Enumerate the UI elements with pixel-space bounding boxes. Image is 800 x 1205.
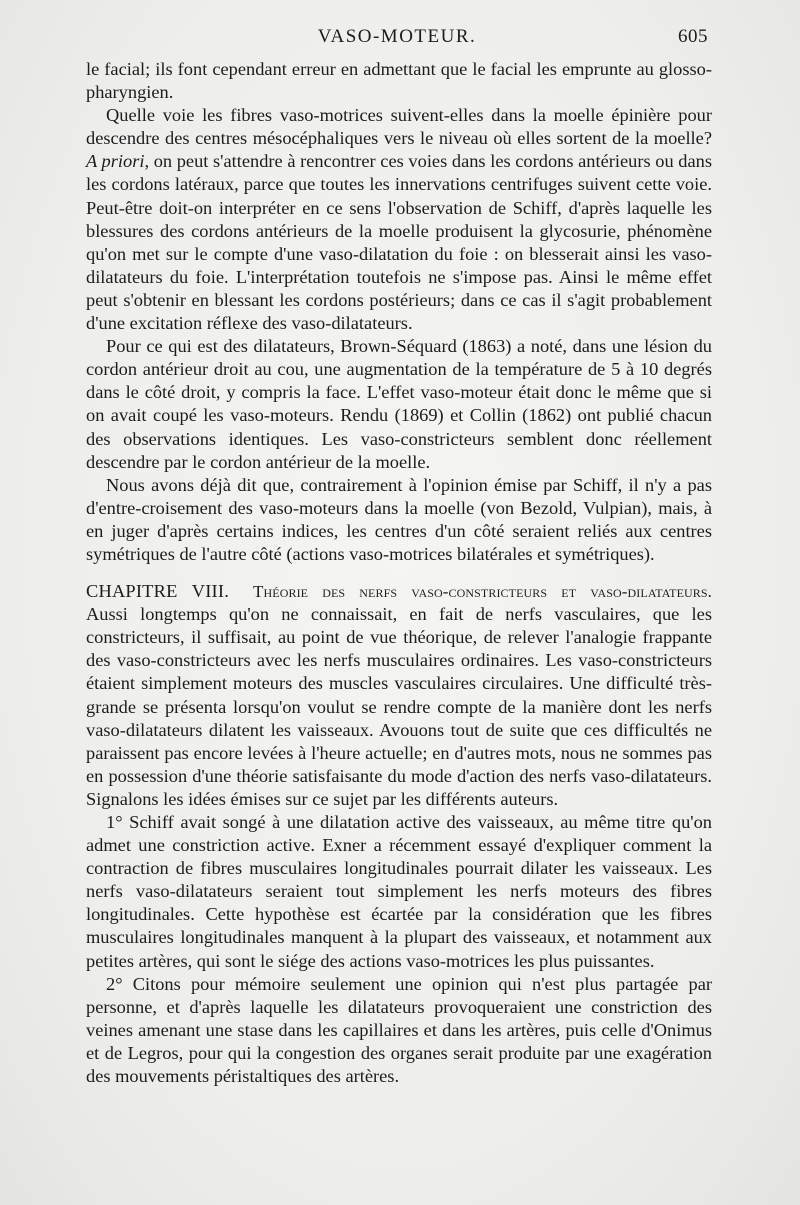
paragraph-chapter-intro: Aussi longtemps qu'on ne connaissait, en fait de nerfs vasculaires, que les constricteurs, il suffisait, au point de vue théorique, de relever l'analogie frappante des vaso-constricteurs avec les nerfs musculaires ordinaires. Les vaso-constricteurs étaient simplement moteurs des muscles vasculaires circulaires. Une difficulté très-grande se présenta lorsqu'on voulut se rendre compte de la manière dont les nerfs vaso-dilatateurs dilatent les vaisseaux. Avouons tout de suite que ces difficultés ne paraissent pas encore levées à l'heure actuelle; en d'autres mots, nous ne sommes pas en possession d'une théorie satisfaisante du mode d'action des nerfs vaso-dilatateurs. Signalons les idées émises sur ce sujet par les différents auteurs. bbox=[86, 604, 712, 809]
paragraph-spinal-pathways: Quelle voie les fibres vaso-motrices suivent-elles dans la moelle épinière pour descendre des centres mésocéphaliques vers le niveau où elles sortent de la moelle? A priori, on peut s'attendre à rencontrer ces voies dans les cordons antérieurs ou dans les cordons latéraux, parce que toutes les innervations centrifuges suivent cette voie. Peut-être doit-on interpréter en ce sens l'observation de Schiff, d'après laquelle les blessures des cordons antérieurs de la moelle produisent la glycosurie, phénomène qu'on met sur le compte d'une vaso-dilatation du foie : on blesserait ainsi les vaso-dilatateurs du foie. L'interprétation toutefois ne s'impose pas. Ainsi le même effet peut s'obtenir en blessant les cordons postérieurs; dans ce cas il s'agit probablement d'une excitation réflexe des vaso-dilatateurs. bbox=[86, 105, 712, 334]
paragraph-dilatators: Pour ce qui est des dilatateurs, Brown-Séquard (1863) a noté, dans une lésion du cordon antérieur droit au cou, une augmentation de la température de 5 à 10 degrés dans le côté droit, y compris la face. L'effet vaso-moteur était donc le même que si on avait coupé les vaso-moteurs. Rendu (1869) et Collin (1862) ont publié chacun des observations identiques. Les vaso-constricteurs semblent donc réellement descendre par le cordon antérieur de la moelle. bbox=[86, 336, 712, 472]
paragraph-crossing: Nous avons déjà dit que, contrairement à l'opinion émise par Schiff, il n'y a pas d'entre-croisement des vaso-moteurs dans la moelle (von Bezold, Vulpian), mais, à en juger d'après certains indices, les centres d'un côté seraient reliés aux centres symétriques de l'autre côté (actions vaso-motrices bilatérales et symétriques). bbox=[86, 474, 712, 564]
chapter-heading bbox=[86, 580, 712, 603]
paragraph-continued: le facial; ils font cependant erreur en admettant que le facial les emprunte au glosso-pharyngien. bbox=[86, 59, 712, 103]
running-title: VASO-MOTEUR. bbox=[317, 26, 477, 47]
paragraph-theory-2: 2° Citons pour mémoire seulement une opinion qui n'est plus partagée par personne, et d'après laquelle les dilatateurs provoqueraient une constriction des veines amenant une stase dans les capillaires et dans les artères, puis celle d'Onimus et de Legros, pour qui la congestion des organes serait produite par une exagération des mouvements péristaltiques des artères. bbox=[86, 973, 712, 1087]
page-number: 605 bbox=[678, 26, 708, 47]
page-header bbox=[86, 26, 708, 52]
chapter-title: Théorie des nerfs vaso-constricteurs et vaso-dilatateurs. bbox=[253, 582, 713, 602]
paragraph-theory-1: 1° Schiff avait songé à une dilatation active des vaisseaux, au même titre qu'on admet une constriction active. Exner a récemment essayé d'expliquer comment la contraction de fibres musculaires longitudinales pourrait dilater les vaisseaux. Les nerfs vaso-dilatateurs seraient tout simplement les nerfs moteurs des fibres longitudinales. Cette hypothèse est écartée par la considération que les fibres musculaires longitudinales manquent à la plupart des vaisseaux, et notamment aux petites artères, qui sont le siége des actions vaso-motrices les plus puissantes. bbox=[86, 812, 712, 971]
chapter-label: CHAPITRE VIII. bbox=[86, 581, 229, 602]
page-body bbox=[86, 58, 712, 1088]
italic-a-priori: A priori bbox=[86, 151, 145, 172]
